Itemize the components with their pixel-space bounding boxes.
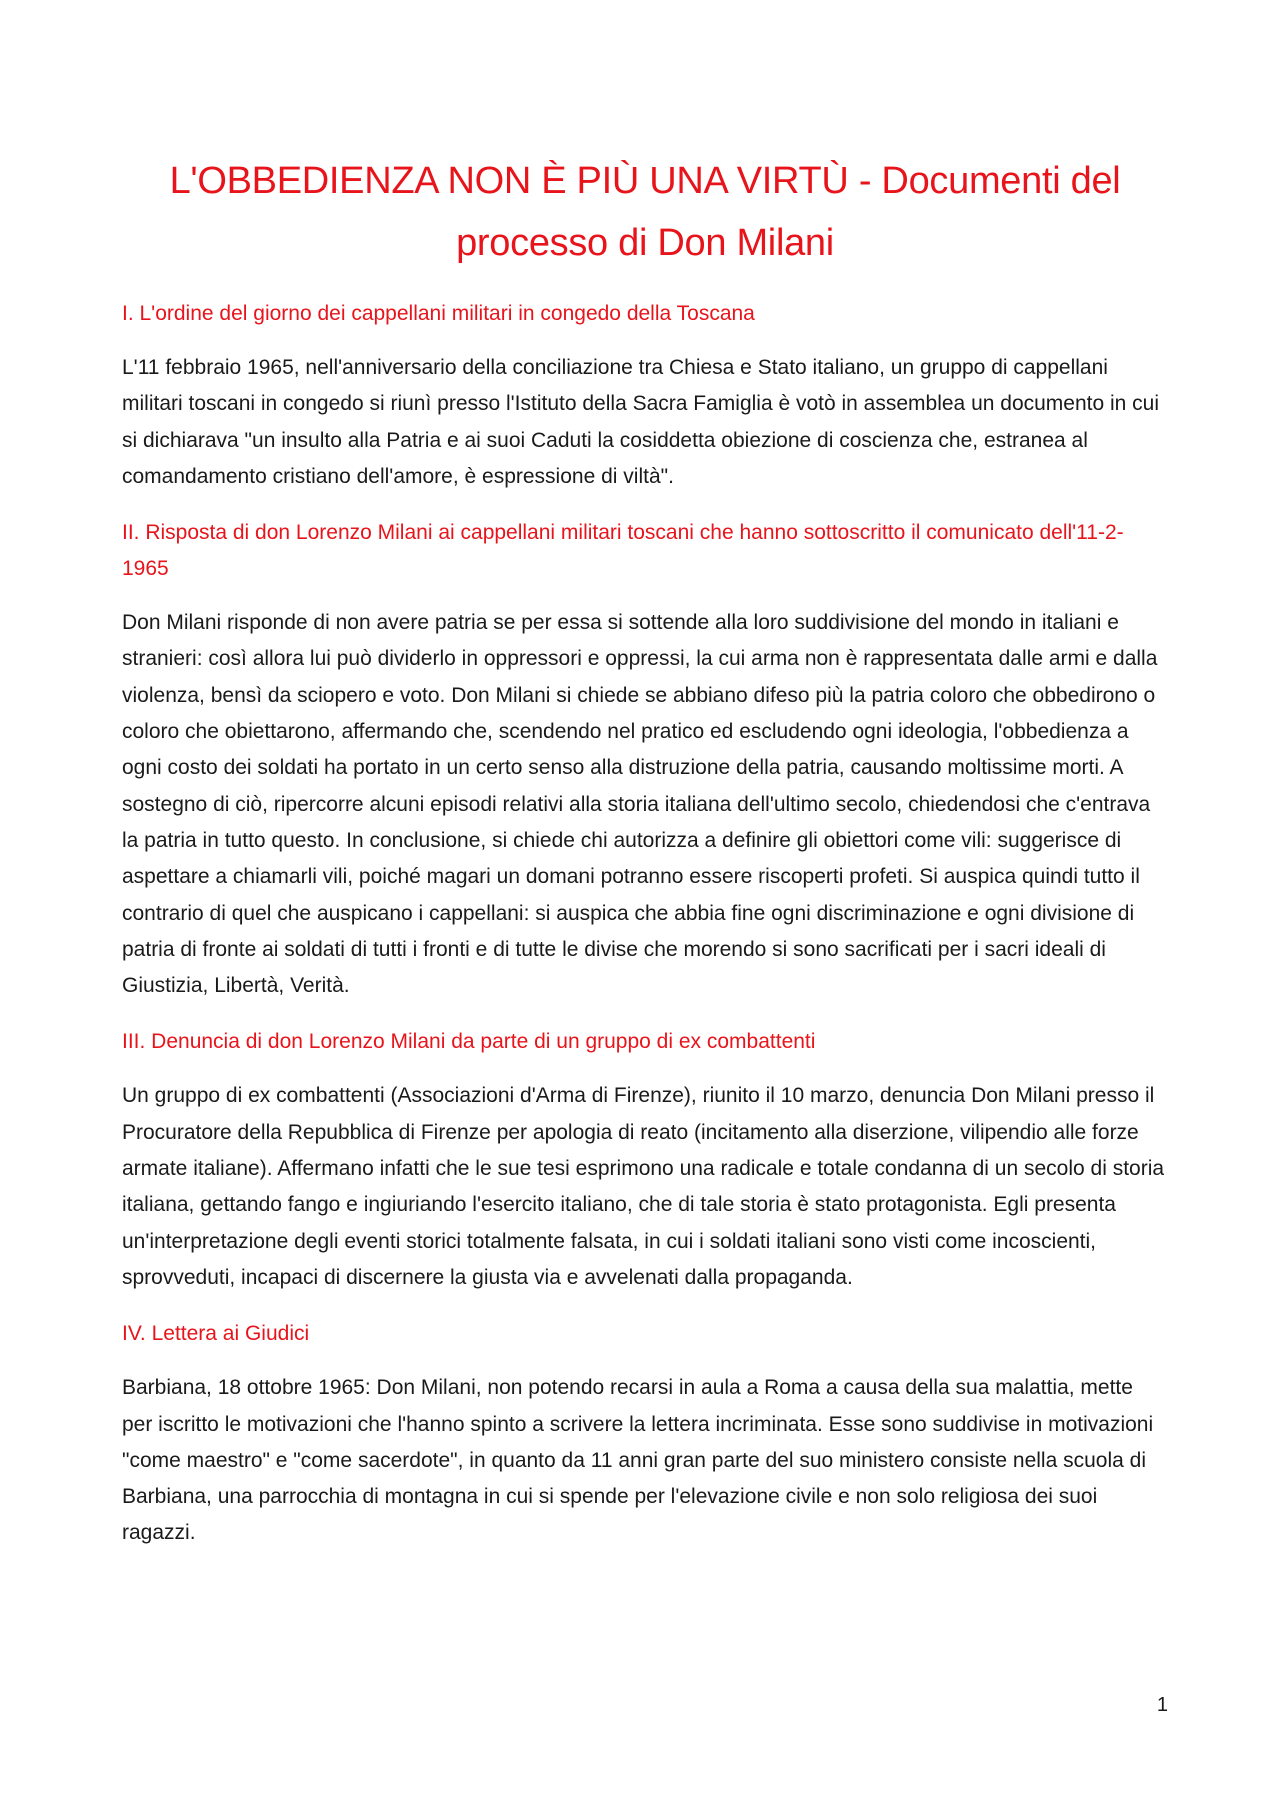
section-heading: III. Denuncia di don Lorenzo Milani da parte di un gruppo di ex combattenti <box>122 1030 816 1054</box>
section-4 <box>122 1316 1168 1551</box>
section-1 <box>122 296 1168 495</box>
section-paragraph: Barbiana, 18 ottobre 1965: Don Milani, non potendo recarsi in aula a Roma a causa della sua malattia, mette per iscritto le motivazioni che l'hanno spinto a scrivere la lettera incriminata. Esse sono suddivise in motivazioni "come maestro" e "come sacerdote", in quanto da 11 anni gran parte del suo ministero consiste nella scuola di Barbiana, una parrocchia di montagna in cui si spende per l'elevazione civile e non solo religiosa dei suoi ragazzi. <box>122 1376 1154 1545</box>
document-title: L'OBBEDIENZA NON È PIÙ UNA VIRTÙ - Documenti del processo di Don Milani <box>169 160 1121 264</box>
document-page <box>122 150 1168 1572</box>
section-3 <box>122 1024 1168 1296</box>
section-heading: I. L'ordine del giorno dei cappellani militari in congedo della Toscana <box>122 302 755 325</box>
section-heading: II. Risposta di don Lorenzo Milani ai cappellani militari toscani che hanno sottoscritto il comunicato dell'11-2-1965 <box>122 521 1124 581</box>
section-paragraph: L'11 febbraio 1965, nell'anniversario della conciliazione tra Chiesa e Stato italiano, un gruppo di cappellani militari toscani in congedo si riunì presso l'Istituto della Sacra Famiglia è votò in assemblea un documento in cui si dichiarava "un insulto alla Patria e ai suoi Caduti la cosiddetta obiezione di coscienza che, estranea al comandamento cristiano dell'amore, è espressione di viltà". <box>122 356 1160 488</box>
section-paragraph: Un gruppo di ex combattenti (Associazioni d'Arma di Firenze), riunito il 10 marzo, denuncia Don Milani presso il Procuratore della Repubblica di Firenze per apologia di reato (incitamento alla diserzione, vilipendio alle forze armate italiane). Affermano infatti che le sue tesi esprimono una radicale e totale condanna di un secolo di storia italiana, gettando fango e ingiuriando l'esercito italiano, che di tale storia è stato protagonista. Egli presenta un'interpretazione degli eventi storici totalmente falsata, in cui i soldati italiani sono visti come incoscienti, sprovveduti, incapaci di discernere la giusta via e avvelenati dalla propaganda. <box>122 1084 1165 1289</box>
section-2 <box>122 515 1168 1004</box>
section-heading: IV. Lettera ai Giudici <box>122 1322 310 1346</box>
page-number: 1 <box>1156 1694 1168 1716</box>
section-paragraph: Don Milani risponde di non avere patria se per essa si sottende alla loro suddivisione del mondo in italiani e stranieri: così allora lui può dividerlo in oppressori e oppressi, la cui arma non è rappresentata dalle armi e dalla violenza, bensì da sciopero e voto. Don Milani si chiede se abbiano difeso più la patria coloro che obbedirono o coloro che obiettarono, affermando che, scendendo nel pratico ed escludendo ogni ideologia, l'obbedienza a ogni costo dei soldati ha portato in un certo senso alla distruzione della patria, causando moltissime morti. A sostegno di ciò, ripercorre alcuni episodi relativi alla storia italiana dell'ultimo secolo, chiedendosi che c'entrava la patria in tutto questo. In conclusione, si chiede chi autorizza a definire gli obiettori come vili: suggerisce di aspettare a chiamarli vili, poiché magari un domani potranno essere riscoperti profeti. Si auspica quindi tutto il contrario di quel che auspicano i cappellani: si auspica che abbia fine ogni discriminazione e ogni divisione di patria di fronte ai soldati di tutti i fronti e di tutte le divise che morendo si sono sacrificati per i sacri ideali di Giustizia, Libertà, Verità. <box>122 611 1158 998</box>
